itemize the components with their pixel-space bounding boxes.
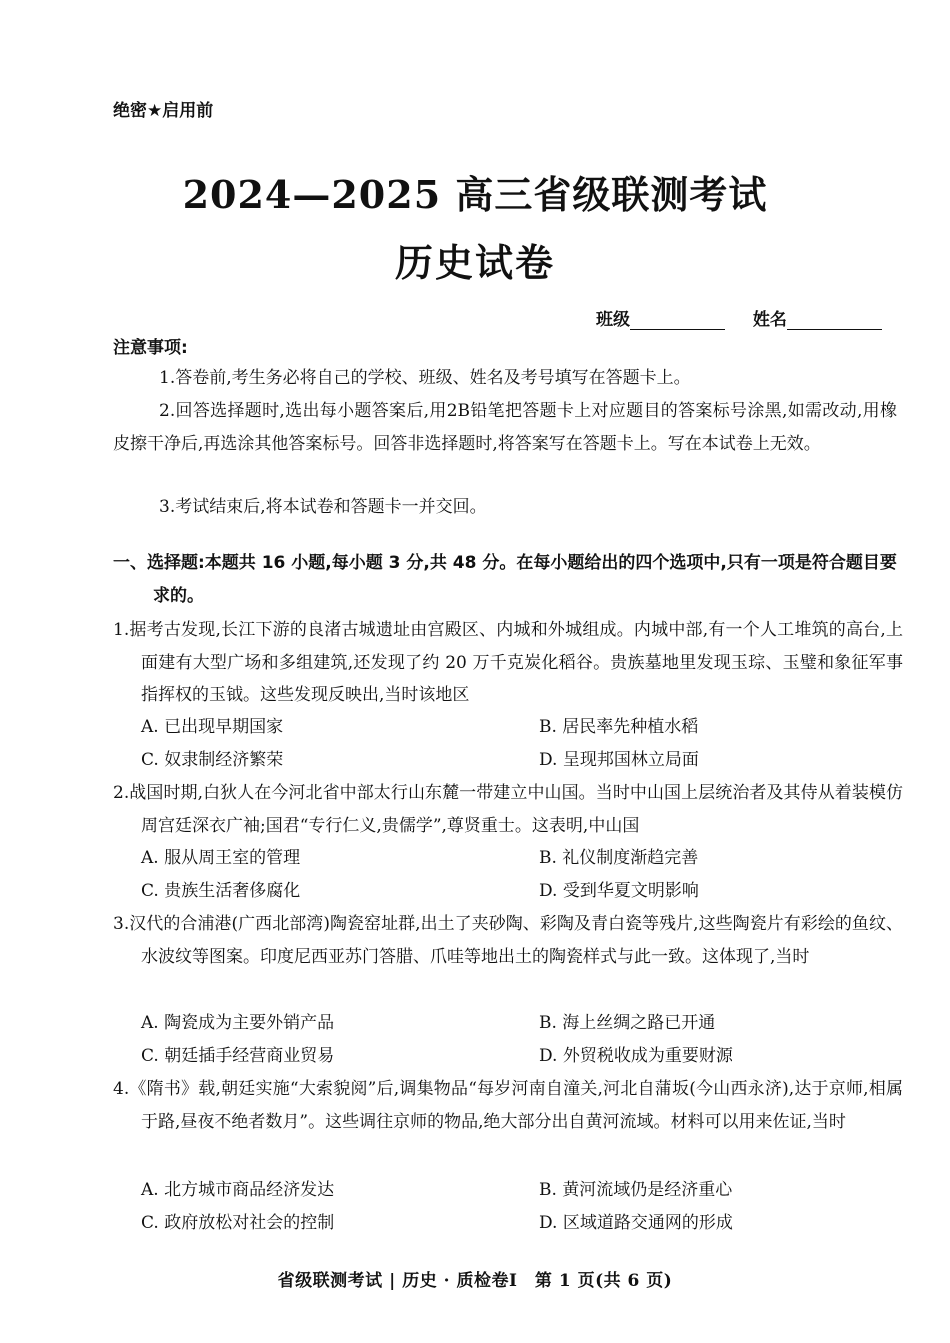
- notes-heading: 注意事项:: [113, 338, 188, 358]
- question-2-option-d: D. 受到华夏文明影响: [539, 881, 699, 901]
- question-1-option-a: A. 已出现早期国家: [141, 717, 284, 737]
- confidential-label: 绝密★启用前: [113, 101, 214, 121]
- name-blank-line: [787, 313, 882, 330]
- subject-title: 历史试卷: [394, 240, 555, 285]
- question-2-option-a: A. 服从周王室的管理: [141, 848, 301, 868]
- student-info-row: [596, 305, 904, 330]
- question-1-option-d: D. 呈现邦国林立局面: [539, 750, 699, 770]
- page-footer: 省级联测考试 | 历史 · 质检卷Ⅰ 第 1 页(共 6 页): [277, 1271, 673, 1291]
- question-4-option-c: C. 政府放松对社会的控制: [141, 1213, 335, 1233]
- note-3: 3.考试结束后,将本试卷和答题卡一并交回。: [159, 497, 487, 517]
- class-blank-line: [630, 313, 725, 330]
- question-4-option-a: A. 北方城市商品经济发达: [141, 1180, 335, 1200]
- question-2-option-c: C. 贵族生活奢侈腐化: [141, 881, 301, 901]
- question-4-stem: 4.《隋书》载,朝廷实施“大索貌阅”后,调集物品“每岁河南自潼关,河北自蒲坂(今山西永济),达于京师,相属于路,昼夜不绝者数月”。这些调往京师的物品,绝大部分出自黄河流域。材料可以用来佐证,当时: [113, 1079, 903, 1132]
- question-3-stem: 3.汉代的合浦港(广西北部湾)陶瓷窑址群,出土了夹砂陶、彩陶及青白瓷等残片,这些陶瓷片有彩绘的鱼纹、水波纹等图案。印度尼西亚苏门答腊、爪哇等地出土的陶瓷样式与此一致。这体现了,当时: [113, 914, 903, 967]
- question-3-option-b: B. 海上丝绸之路已开通: [539, 1013, 716, 1033]
- question-4-option-b: B. 黄河流域仍是经济重心: [539, 1180, 733, 1200]
- class-field: [596, 305, 725, 330]
- question-1-option-c: C. 奴隶制经济繁荣: [141, 750, 284, 770]
- question-3-option-c: C. 朝廷插手经营商业贸易: [141, 1046, 335, 1066]
- section-1-heading: 一、选择题:本题共 16 小题,每小题 3 分,共 48 分。在每小题给出的四个选项中,只有一项是符合题目要求的。: [113, 553, 897, 606]
- question-3-option-a: A. 陶瓷成为主要外销产品: [141, 1013, 335, 1033]
- question-1-stem: 1.据考古发现,长江下游的良渚古城遗址由宫殿区、内城和外城组成。内城中部,有一个人工堆筑的高台,上面建有大型广场和多组建筑,还发现了约 20 万千克炭化稻谷。贵族墓地里发现玉琮、玉璧和象征军事指挥权的玉钺。这些发现反映出,当时该地区: [113, 620, 903, 705]
- question-2-stem: 2.战国时期,白狄人在今河北省中部太行山东麓一带建立中山国。当时中山国上层统治者及其侍从着装模仿周宫廷深衣广袖;国君“专行仁义,贵儒学”,尊贤重士。这表明,中山国: [113, 783, 903, 836]
- question-2-option-b: B. 礼仪制度渐趋完善: [539, 848, 699, 868]
- question-4-option-d: D. 区域道路交通网的形成: [539, 1213, 733, 1233]
- name-field: [753, 305, 882, 330]
- question-3-option-d: D. 外贸税收成为重要财源: [539, 1046, 733, 1066]
- class-label: 班级: [596, 310, 630, 330]
- note-2: 2.回答选择题时,选出每小题答案后,用2B铅笔把答题卡上对应题目的答案标号涂黑,如需改动,用橡皮擦干净后,再选涂其他答案标号。回答非选择题时,将答案写在答题卡上。写在本试卷上无效。: [113, 401, 897, 454]
- exam-title: 2024—2025 高三省级联测考试: [182, 172, 768, 217]
- question-1-option-b: B. 居民率先种植水稻: [539, 717, 699, 737]
- name-label: 姓名: [752, 310, 787, 330]
- note-1: 1.答卷前,考生务必将自己的学校、班级、姓名及考号填写在答题卡上。: [159, 368, 691, 388]
